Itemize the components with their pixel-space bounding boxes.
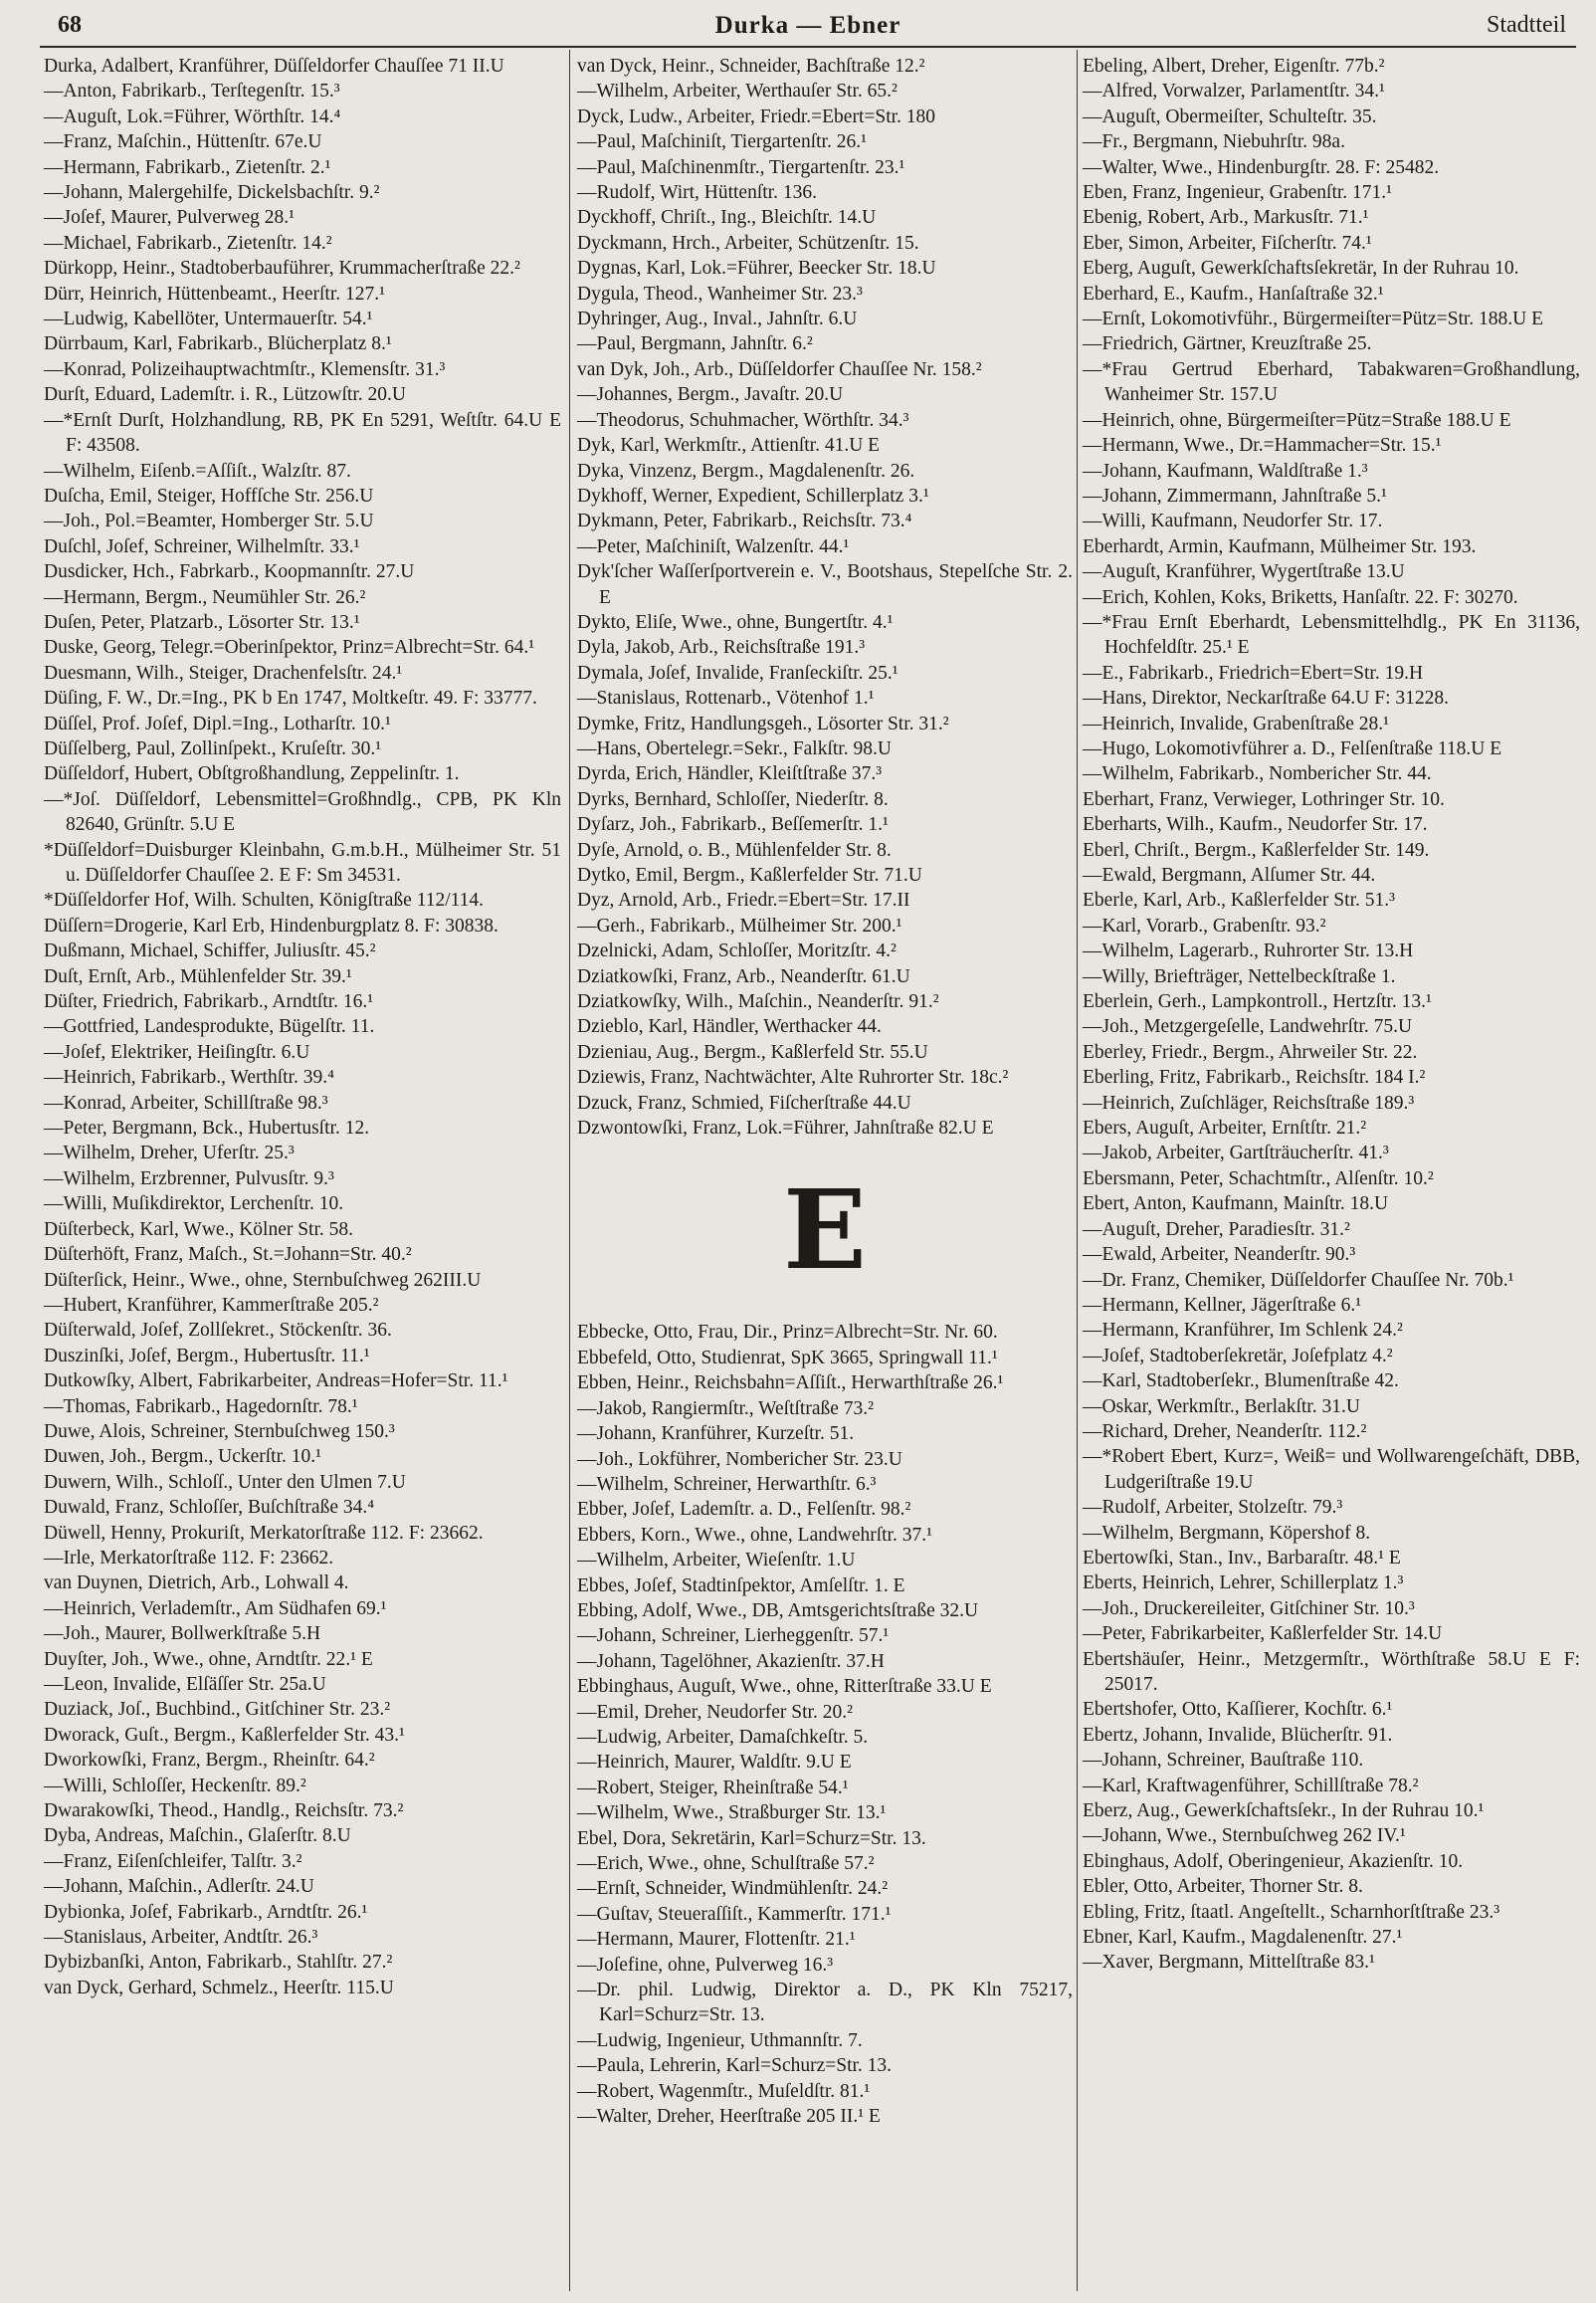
directory-entry: —Franz, Eiſenſchleifer, Talſtr. 3.² bbox=[44, 1850, 302, 1872]
directory-entry: —Heinrich, ohne, Bürgermeiſter=Pütz=Straße 188.U E bbox=[1083, 409, 1511, 431]
directory-entry: Ebling, Fritz, ſtaatl. Angeſtellt., Scharnhorſtſtraße 23.³ bbox=[1083, 1901, 1500, 1923]
directory-entry: Düſing, F. W., Dr.=Ing., PK b En 1747, Moltkeſtr. 49. F: 33777. bbox=[44, 688, 537, 710]
directory-entry: Ebben, Heinr., Reichsbahn=Aſſiſt., Herwarthſtraße 26.¹ bbox=[577, 1372, 1004, 1394]
directory-entry: Dykhoff, Werner, Expedient, Schillerplatz 3.¹ bbox=[577, 485, 929, 507]
directory-entry: Ebber, Joſef, Lademſtr. a. D., Felſenſtr. 98.² bbox=[577, 1499, 911, 1521]
directory-entry: —Stanislaus, Rottenarb., Vötenhof 1.¹ bbox=[577, 688, 875, 710]
directory-entry: Dürrbaum, Karl, Fabrikarb., Blücherplatz 8.¹ bbox=[44, 333, 392, 355]
directory-entry: —Dr. Franz, Chemiker, Düſſeldorfer Chauſſee Nr. 70b.¹ bbox=[1083, 1269, 1514, 1291]
directory-entry: —Paula, Lehrerin, Karl=Schurz=Str. 13. bbox=[577, 2055, 893, 2077]
directory-entry: Eberle, Karl, Arb., Kaßlerfelder Str. 51.³ bbox=[1083, 890, 1395, 912]
directory-entry: —Joh., Maurer, Bollwerkſtraße 5.H bbox=[44, 1623, 321, 1645]
directory-entry: Dworack, Guſt., Bergm., Kaßlerfelder Str. 43.¹ bbox=[44, 1724, 405, 1746]
directory-entry: Ebertshofer, Otto, Kaſſierer, Kochſtr. 6.¹ bbox=[1083, 1699, 1393, 1721]
directory-entry: —Wilhelm, Bergmann, Köpershof 8. bbox=[1083, 1522, 1371, 1544]
directory-entry: —*Robert Ebert, Kurz=, Weiß= und Wollwarengeſchäft, DBB, Ludgeriſtraße 19.U bbox=[1083, 1446, 1580, 1493]
directory-entry: —Johann, Zimmermann, Jahnſtraße 5.¹ bbox=[1083, 485, 1387, 507]
page-number: 68 bbox=[58, 12, 82, 38]
directory-entry: —Paul, Maſchinenmſtr., Tiergartenſtr. 23.¹ bbox=[577, 156, 905, 178]
directory-entry: van Dyck, Heinr., Schneider, Bachſtraße 12.² bbox=[577, 56, 925, 77]
directory-entry: Ebertz, Johann, Invalide, Blücherſtr. 91. bbox=[1083, 1724, 1393, 1746]
directory-entry: —Richard, Dreher, Neanderſtr. 112.² bbox=[1083, 1420, 1367, 1442]
directory-entry: Dziatkowſky, Wilh., Maſchin., Neanderſtr. 91.² bbox=[577, 991, 939, 1013]
directory-entry: —Emil, Dreher, Neudorfer Str. 20.² bbox=[577, 1701, 853, 1723]
directory-entry: Dyk, Karl, Werkmſtr., Attienſtr. 41.U E bbox=[577, 435, 881, 457]
directory-entry: —Wilhelm, Lagerarb., Ruhrorter Str. 13.H bbox=[1083, 941, 1414, 962]
directory-entry: Düſter, Friedrich, Fabrikarb., Arndtſtr. 16.¹ bbox=[44, 991, 374, 1013]
directory-entry: Dziatkowſki, Franz, Arb., Neanderſtr. 61.U bbox=[577, 965, 910, 987]
directory-entry: Ebel, Dora, Sekretärin, Karl=Schurz=Str. 13. bbox=[577, 1827, 926, 1849]
left-column bbox=[44, 54, 561, 2000]
middle-column bbox=[577, 54, 1073, 2129]
directory-entry: Dyba, Andreas, Maſchin., Glaſerſtr. 8.U bbox=[44, 1825, 351, 1847]
directory-entry: —Heinrich, Verlademſtr., Am Südhafen 69.¹ bbox=[44, 1597, 387, 1619]
directory-entry: Dyckhoff, Chriſt., Ing., Bleichſtr. 14.U bbox=[577, 207, 877, 229]
directory-entry: —Karl, Kraftwagenführer, Schillſtraße 78.² bbox=[1083, 1775, 1419, 1796]
directory-entry: —Michael, Fabrikarb., Zietenſtr. 14.² bbox=[44, 232, 332, 254]
directory-entry: —Karl, Stadtoberſekr., Blumenſtraße 42. bbox=[1083, 1370, 1399, 1392]
directory-entry: Düſſern=Drogerie, Karl Erb, Hindenburgplatz 8. F: 30838. bbox=[44, 915, 499, 937]
directory-entry: —Ewald, Arbeiter, Neanderſtr. 90.³ bbox=[1083, 1244, 1356, 1266]
directory-entry: —Robert, Steiger, Rheinſtraße 54.¹ bbox=[577, 1777, 849, 1798]
directory-entry: van Dyck, Gerhard, Schmelz., Heerſtr. 115.U bbox=[44, 1977, 394, 1998]
directory-entry: —Johann, Maſchin., Adlerſtr. 24.U bbox=[44, 1876, 314, 1898]
directory-entry: Dyſe, Arnold, o. B., Mühlenfelder Str. 8. bbox=[577, 839, 892, 861]
directory-entry: —Irle, Merkatorſtraße 112. F: 23662. bbox=[44, 1547, 334, 1569]
directory-entry: —Gerh., Fabrikarb., Mülheimer Str. 200.¹ bbox=[577, 915, 902, 937]
directory-entry: Eben, Franz, Ingenieur, Grabenſtr. 171.¹ bbox=[1083, 182, 1393, 204]
directory-entry: Ebertshäuſer, Heinr., Metzgermſtr., Wörthſtraße 58.U E F: 25017. bbox=[1083, 1648, 1580, 1695]
directory-entry: van Duynen, Dietrich, Arb., Lohwall 4. bbox=[44, 1572, 349, 1594]
directory-entry: Duſcha, Emil, Steiger, Hoffſche Str. 256.U bbox=[44, 485, 374, 507]
directory-entry: Ebert, Anton, Kaufmann, Mainſtr. 18.U bbox=[1083, 1193, 1389, 1215]
directory-entry: —*Frau Gertrud Eberhard, Tabakwaren=Großhandlung, Wanheimer Str. 157.U bbox=[1083, 358, 1580, 406]
directory-entry: Dyckmann, Hrch., Arbeiter, Schützenſtr. 15. bbox=[577, 232, 919, 254]
directory-entry: —Wilhelm, Eiſenb.=Aſſiſt., Walzſtr. 87. bbox=[44, 460, 351, 482]
page-header bbox=[40, 6, 1576, 48]
directory-entry: —Joſef, Maurer, Pulverweg 28.¹ bbox=[44, 207, 296, 229]
directory-entry: —Joh., Lokführer, Nombericher Str. 23.U bbox=[577, 1448, 902, 1470]
directory-entry: —Joſef, Elektriker, Heiſingſtr. 6.U bbox=[44, 1041, 310, 1063]
directory-entry: Duwen, Joh., Bergm., Uckerſtr. 10.¹ bbox=[44, 1446, 321, 1468]
section-letter: E bbox=[783, 1165, 867, 1295]
directory-entry: —Hermann, Fabrikarb., Zietenſtr. 2.¹ bbox=[44, 156, 331, 178]
directory-entry: —Anton, Fabrikarb., Terſtegenſtr. 15.³ bbox=[44, 81, 340, 103]
header-district-label: Stadtteil bbox=[1487, 12, 1566, 38]
directory-entry: —Wilhelm, Arbeiter, Werthauſer Str. 65.² bbox=[577, 81, 898, 103]
directory-entry: Dziewis, Franz, Nachtwächter, Alte Ruhrorter Str. 18c.² bbox=[577, 1067, 1009, 1089]
directory-entry: —Erich, Kohlen, Koks, Briketts, Hanſaſtr. 22. F: 30270. bbox=[1083, 586, 1518, 608]
directory-entry: Eberg, Auguſt, Gewerkſchaftsſekretär, In der Ruhrau 10. bbox=[1083, 258, 1519, 280]
directory-entry: Durka, Adalbert, Kranführer, Düſſeldorfer Chauſſee 71 II.U bbox=[44, 56, 504, 77]
directory-entry: —Johann, Kaufmann, Waldſtraße 1.³ bbox=[1083, 460, 1368, 482]
directory-entry: —Hermann, Kellner, Jägerſtraße 6.¹ bbox=[1083, 1294, 1362, 1316]
directory-entry: —Xaver, Bergmann, Mittelſtraße 83.¹ bbox=[1083, 1952, 1375, 1974]
directory-entry: Dyſarz, Joh., Fabrikarb., Beſſemerſtr. 1.¹ bbox=[577, 814, 889, 836]
directory-entry: Eberharts, Wilh., Kaufm., Neudorfer Str. 17. bbox=[1083, 814, 1428, 836]
directory-entry: —Auguſt, Obermeiſter, Schulteſtr. 35. bbox=[1083, 105, 1377, 127]
directory-entry: —Willi, Muſikdirektor, Lerchenſtr. 10. bbox=[44, 1193, 344, 1215]
directory-entry: —Wilhelm, Arbeiter, Wieſenſtr. 1.U bbox=[577, 1550, 856, 1571]
directory-entry: Düſterwald, Joſef, Zollſekret., Stöckenſtr. 36. bbox=[44, 1320, 392, 1342]
directory-entry: —Willi, Schloſſer, Heckenſtr. 89.² bbox=[44, 1775, 306, 1796]
middle-entries-d bbox=[577, 54, 1073, 1141]
directory-entry: Ebler, Otto, Arbeiter, Thorner Str. 8. bbox=[1083, 1876, 1363, 1898]
column-divider bbox=[1077, 50, 1078, 2291]
directory-entry: —Rudolf, Arbeiter, Stolzeſtr. 79.³ bbox=[1083, 1497, 1343, 1519]
directory-entry: Ebertowſki, Stan., Inv., Barbaraſtr. 48.¹ E bbox=[1083, 1547, 1401, 1569]
directory-entry: Durſt, Eduard, Lademſtr. i. R., Lützowſtr. 20.U bbox=[44, 384, 406, 406]
directory-entry: Ebeling, Albert, Dreher, Eigenſtr. 77b.² bbox=[1083, 56, 1385, 77]
directory-entry: Eberhardt, Armin, Kaufmann, Mülheimer Str. 193. bbox=[1083, 535, 1477, 557]
directory-entry: Duziack, Joſ., Buchbind., Gitſchiner Str. 23.² bbox=[44, 1699, 391, 1721]
directory-entry: —Willy, Briefträger, Nettelbeckſtraße 1. bbox=[1083, 965, 1396, 987]
directory-entry: —Hans, Obertelegr.=Sekr., Falkſtr. 98.U bbox=[577, 737, 892, 759]
directory-entry: Dzieblo, Karl, Händler, Werthacker 44. bbox=[577, 1016, 882, 1038]
directory-entry: Dyla, Jakob, Arb., Reichsſtraße 191.³ bbox=[577, 637, 866, 659]
directory-entry: —Heinrich, Zuſchläger, Reichsſtraße 189.³ bbox=[1083, 1092, 1415, 1114]
directory-entry: van Dyk, Joh., Arb., Düſſeldorfer Chauſſee Nr. 158.² bbox=[577, 358, 982, 380]
directory-entry: Düſſeldorf, Hubert, Obſtgroßhandlung, Zeppelinſtr. 1. bbox=[44, 763, 460, 785]
directory-entry: —Konrad, Arbeiter, Schillſtraße 98.³ bbox=[44, 1092, 328, 1114]
directory-entry: —Joh., Druckereileiter, Gitſchiner Str. 10.³ bbox=[1083, 1597, 1415, 1619]
directory-entry: —Ludwig, Arbeiter, Damaſchkeſtr. 5. bbox=[577, 1726, 869, 1748]
directory-entry: —Wilhelm, Erzbrenner, Pulvusſtr. 9.³ bbox=[44, 1167, 334, 1189]
directory-entry: Ebbing, Adolf, Wwe., DB, Amtsgerichtsſtraße 32.U bbox=[577, 1599, 979, 1621]
directory-entry: —Theodorus, Schuhmacher, Wörthſtr. 34.³ bbox=[577, 409, 909, 431]
directory-entry: Ebbes, Joſef, Stadtinſpektor, Amſelſtr. 1. E bbox=[577, 1574, 905, 1596]
directory-entry: —Thomas, Fabrikarb., Hagedornſtr. 78.¹ bbox=[44, 1395, 358, 1417]
directory-entry: —Gottfried, Landesprodukte, Bügelſtr. 11. bbox=[44, 1016, 375, 1038]
directory-entry: —*Joſ. Düſſeldorf, Lebensmittel=Großhndlg., CPB, PK Kln 82640, Grünſtr. 5.U E bbox=[44, 788, 561, 836]
directory-entry: Eberley, Friedr., Bergm., Ahrweiler Str. 22. bbox=[1083, 1041, 1418, 1063]
directory-entry: Eberts, Heinrich, Lehrer, Schillerplatz 1.³ bbox=[1083, 1572, 1404, 1594]
directory-entry: —Johann, Kranführer, Kurzeſtr. 51. bbox=[577, 1423, 855, 1445]
directory-entry: —Wilhelm, Schreiner, Herwarthſtr. 6.³ bbox=[577, 1473, 877, 1495]
directory-entry: —Auguſt, Kranführer, Wygertſtraße 13.U bbox=[1083, 561, 1405, 583]
directory-entry: Eberlein, Gerh., Lampkontroll., Hertzſtr. 13.¹ bbox=[1083, 991, 1432, 1013]
directory-entry: —Johann, Wwe., Sternbuſchweg 262 IV.¹ bbox=[1083, 1825, 1406, 1847]
directory-entry: Dzwontowſki, Franz, Lok.=Führer, Jahnſtraße 82.U E bbox=[577, 1118, 994, 1140]
directory-entry: —Paul, Bergmann, Jahnſtr. 6.² bbox=[577, 333, 813, 355]
directory-entry: Duwe, Alois, Schreiner, Sternbuſchweg 150.³ bbox=[44, 1420, 395, 1442]
directory-entry: —Paul, Maſchiniſt, Tiergartenſtr. 26.¹ bbox=[577, 131, 867, 153]
directory-entry: Ebinghaus, Adolf, Oberingenieur, Akazienſtr. 10. bbox=[1083, 1850, 1464, 1872]
directory-entry: Düſterhöft, Franz, Maſch., St.=Johann=Str. 40.² bbox=[44, 1244, 412, 1266]
directory-entry: *Düſſeldorf=Duisburger Kleinbahn, G.m.b.H., Mülheimer Str. 51 u. Düſſeldorfer Chauſſee 2. E F: Sm 34531. bbox=[44, 839, 561, 886]
directory-entry: Duyſter, Joh., Wwe., ohne, Arndtſtr. 22.¹ E bbox=[44, 1648, 373, 1670]
directory-entry: Dygnas, Karl, Lok.=Führer, Beecker Str. 18.U bbox=[577, 258, 936, 280]
directory-entry: Dyhringer, Aug., Inval., Jahnſtr. 6.U bbox=[577, 309, 858, 330]
directory-entry: —Willi, Kaufmann, Neudorfer Str. 17. bbox=[1083, 511, 1383, 532]
directory-entry: Dygula, Theod., Wanheimer Str. 23.³ bbox=[577, 283, 863, 305]
directory-entry: Eberl, Chriſt., Bergm., Kaßlerfelder Str. 149. bbox=[1083, 839, 1430, 861]
directory-entry: —Karl, Vorarb., Grabenſtr. 93.² bbox=[1083, 915, 1326, 937]
directory-entry: —Robert, Wagenmſtr., Muſeldſtr. 81.¹ bbox=[577, 2080, 871, 2102]
directory-entry: —Rudolf, Wirt, Hüttenſtr. 136. bbox=[577, 182, 817, 204]
directory-entry: Duſt, Ernſt, Arb., Mühlenfelder Str. 39.¹ bbox=[44, 965, 352, 987]
directory-entry: —Ludwig, Kabellöter, Untermauerſtr. 54.¹ bbox=[44, 309, 373, 330]
directory-entry: —Johann, Schreiner, Lierheggenſtr. 57.¹ bbox=[577, 1625, 890, 1647]
directory-entry: Dußmann, Michael, Schiffer, Juliusſtr. 45.² bbox=[44, 941, 376, 962]
directory-entry: Dyrda, Erich, Händler, Kleiſtſtraße 37.³ bbox=[577, 763, 883, 785]
directory-entry: —Wilhelm, Dreher, Uferſtr. 25.³ bbox=[44, 1143, 295, 1164]
directory-entry: —Jakob, Arbeiter, Gartſträucherſtr. 41.³ bbox=[1083, 1143, 1389, 1164]
directory-entry: —Joh., Pol.=Beamter, Homberger Str. 5.U bbox=[44, 511, 374, 532]
directory-entry: —Stanislaus, Arbeiter, Andtſtr. 26.³ bbox=[44, 1927, 318, 1949]
directory-entry: —Wilhelm, Fabrikarb., Nombericher Str. 44. bbox=[1083, 763, 1432, 785]
directory-entry: Duſen, Peter, Platzarb., Lösorter Str. 13.¹ bbox=[44, 611, 360, 633]
directory-entry: Düſſel, Prof. Joſef, Dipl.=Ing., Lotharſtr. 10.¹ bbox=[44, 713, 391, 734]
directory-entry: Ebers, Auguſt, Arbeiter, Ernſtſtr. 21.² bbox=[1083, 1118, 1367, 1140]
directory-entry: Duszinſki, Joſef, Bergm., Hubertusſtr. 11.¹ bbox=[44, 1345, 370, 1366]
directory-entry: —Leon, Invalide, Elſäſſer Str. 25a.U bbox=[44, 1674, 326, 1695]
directory-entry: Dykmann, Peter, Fabrikarb., Reichsſtr. 73.⁴ bbox=[577, 511, 912, 532]
directory-entry: —Guſtav, Steueraſſiſt., Kammerſtr. 171.¹ bbox=[577, 1903, 892, 1925]
directory-entry: Duſchl, Joſef, Schreiner, Wilhelmſtr. 33.¹ bbox=[44, 535, 360, 557]
directory-entry: Dyrks, Bernhard, Schloſſer, Niederſtr. 8. bbox=[577, 788, 889, 810]
directory-entry: Ebenig, Robert, Arb., Markusſtr. 71.¹ bbox=[1083, 207, 1369, 229]
directory-entry: —Peter, Fabrikarbeiter, Kaßlerfelder Str. 14.U bbox=[1083, 1623, 1443, 1645]
directory-entry: Dutkowſky, Albert, Fabrikarbeiter, Andreas=Hofer=Str. 11.¹ bbox=[44, 1370, 508, 1392]
directory-entry: Duwern, Wilh., Schloſſ., Unter den Ulmen 7.U bbox=[44, 1471, 406, 1493]
directory-entry: Dworkowſki, Franz, Bergm., Rheinſtr. 64.² bbox=[44, 1750, 375, 1772]
directory-entry: Dytko, Emil, Bergm., Kaßlerfelder Str. 71.U bbox=[577, 865, 922, 886]
directory-entry: —Hugo, Lokomotivführer a. D., Felſenſtraße 118.U E bbox=[1083, 737, 1502, 759]
directory-entry: —Jakob, Rangiermſtr., Weſtſtraße 73.² bbox=[577, 1397, 874, 1419]
directory-entry: —Peter, Maſchiniſt, Walzenſtr. 44.¹ bbox=[577, 535, 850, 557]
column-divider bbox=[569, 50, 570, 2291]
directory-entry: —Hermann, Wwe., Dr.=Hammacher=Str. 15.¹ bbox=[1083, 435, 1442, 457]
right-column bbox=[1083, 54, 1580, 1976]
directory-entry: —Friedrich, Gärtner, Kreuzſtraße 25. bbox=[1083, 333, 1372, 355]
directory-entry: —Fr., Bergmann, Niebuhrſtr. 98a. bbox=[1083, 131, 1345, 153]
directory-entry: Ebersmann, Peter, Schachtmſtr., Alſenſtr. 10.² bbox=[1083, 1167, 1434, 1189]
directory-entry: —Walter, Wwe., Hindenburgſtr. 28. F: 25482. bbox=[1083, 156, 1440, 178]
directory-entry: —Joh., Metzgergeſelle, Landwehrſtr. 75.U bbox=[1083, 1016, 1413, 1038]
directory-entry: Dwarakowſki, Theod., Handlg., Reichsſtr. 73.² bbox=[44, 1800, 404, 1822]
directory-entry: Düſſelberg, Paul, Zollinſpekt., Kruſeſtr. 30.¹ bbox=[44, 737, 382, 759]
directory-entry: —Johannes, Bergm., Javaſtr. 20.U bbox=[577, 384, 844, 406]
directory-entry: —Joſef, Stadtoberſekretär, Joſefplatz 4.² bbox=[1083, 1345, 1393, 1366]
directory-entry: —*Frau Ernſt Eberhardt, Lebensmittelhdlg., PK En 31136, Hochfeldſtr. 25.¹ E bbox=[1083, 611, 1580, 659]
directory-entry: Dybizbanſki, Anton, Fabrikarb., Stahlſtr. 27.² bbox=[44, 1952, 393, 1974]
directory-entry: —Heinrich, Invalide, Grabenſtraße 28.¹ bbox=[1083, 713, 1389, 734]
directory-entry: Dyz, Arnold, Arb., Friedr.=Ebert=Str. 17.II bbox=[577, 890, 910, 912]
directory-entry: Ebner, Karl, Kaufm., Magdalenenſtr. 27.¹ bbox=[1083, 1927, 1403, 1949]
directory-entry: Duske, Georg, Telegr.=Oberinſpektor, Prinz=Albrecht=Str. 64.¹ bbox=[44, 637, 535, 659]
directory-entry: —Walter, Dreher, Heerſtraße 205 II.¹ E bbox=[577, 2106, 881, 2128]
directory-entry: —Alfred, Vorwalzer, Parlamentſtr. 34.¹ bbox=[1083, 81, 1385, 103]
directory-entry: —Johann, Schreiner, Bauſtraße 110. bbox=[1083, 1750, 1364, 1772]
directory-entry: —Franz, Maſchin., Hüttenſtr. 67e.U bbox=[44, 131, 322, 153]
directory-entry: Ebbefeld, Otto, Studienrat, SpK 3665, Springwall 11.¹ bbox=[577, 1347, 998, 1368]
directory-entry: Dyk'ſcher Waſſerſportverein e. V., Bootshaus, Stepelſche Str. 2. E bbox=[577, 561, 1073, 608]
directory-entry: *Düſſeldorfer Hof, Wilh. Schulten, Königſtraße 112/114. bbox=[44, 890, 485, 912]
directory-entry: —Wilhelm, Wwe., Straßburger Str. 13.¹ bbox=[577, 1802, 887, 1824]
directory-entry: Eberhard, E., Kaufm., Hanſaſtraße 32.¹ bbox=[1083, 283, 1384, 305]
directory-entry: —Hermann, Bergm., Neumühler Str. 26.² bbox=[44, 586, 366, 608]
directory-entry: Dzieniau, Aug., Bergm., Kaßlerfeld Str. 55.U bbox=[577, 1041, 928, 1063]
directory-entry: Dürkopp, Heinr., Stadtoberbauführer, Krummacherſtraße 22.² bbox=[44, 258, 520, 280]
directory-entry: —Heinrich, Fabrikarb., Werthſtr. 39.⁴ bbox=[44, 1067, 334, 1089]
directory-entry: —*Ernſt Durſt, Holzhandlung, RB, PK En 5291, Weſtſtr. 64.U E F: 43508. bbox=[44, 409, 561, 457]
directory-entry: —Johann, Tagelöhner, Akazienſtr. 37.H bbox=[577, 1650, 885, 1672]
directory-entry: Ebbecke, Otto, Frau, Dir., Prinz=Albrecht=Str. Nr. 60. bbox=[577, 1322, 998, 1344]
directory-entry: —Hermann, Kranführer, Im Schlenk 24.² bbox=[1083, 1320, 1403, 1342]
directory-entry: Eber, Simon, Arbeiter, Fiſcherſtr. 74.¹ bbox=[1083, 232, 1372, 254]
directory-entry: —Peter, Bergmann, Bck., Hubertusſtr. 12. bbox=[44, 1118, 370, 1140]
directory-entry: —Ernſt, Schneider, Windmühlenſtr. 24.² bbox=[577, 1878, 889, 1900]
directory-entry: —Hans, Direktor, Neckarſtraße 64.U F: 31228. bbox=[1083, 688, 1450, 710]
directory-entry: Duwald, Franz, Schloſſer, Buſchſtraße 34.⁴ bbox=[44, 1497, 375, 1519]
directory-entry: —Johann, Malergehilfe, Dickelsbachſtr. 9.² bbox=[44, 182, 380, 204]
directory-entry: —Heinrich, Maurer, Waldſtr. 9.U E bbox=[577, 1752, 852, 1774]
directory-entry: Dymke, Fritz, Handlungsgeh., Lösorter Str. 31.² bbox=[577, 713, 949, 734]
directory-entry: Dzelnicki, Adam, Schloſſer, Moritzſtr. 4.² bbox=[577, 941, 897, 962]
directory-entry: —Erich, Wwe., ohne, Schulſtraße 57.² bbox=[577, 1853, 875, 1874]
directory-entry: Eberling, Fritz, Fabrikarb., Reichsſtr. 184 I.² bbox=[1083, 1067, 1426, 1089]
directory-entry: —Ernſt, Lokomotivführ., Bürgermeiſter=Pütz=Str. 188.U E bbox=[1083, 309, 1544, 330]
page-title: Durka — Ebner bbox=[714, 12, 901, 39]
directory-entry: Dusdicker, Hch., Fabrkarb., Koopmannſtr. 27.U bbox=[44, 561, 415, 583]
directory-entry: Ebbinghaus, Auguſt, Wwe., ohne, Ritterſtraße 33.U E bbox=[577, 1676, 992, 1698]
directory-entry: Dymala, Joſef, Invalide, Franſeckiſtr. 25.¹ bbox=[577, 662, 898, 684]
directory-entry: —Dr. phil. Ludwig, Direktor a. D., PK Kln 75217, Karl=Schurz=Str. 13. bbox=[577, 1980, 1073, 2026]
directory-entry: Eberhart, Franz, Verwieger, Lothringer Str. 10. bbox=[1083, 788, 1445, 810]
directory-entry: Dürr, Heinrich, Hüttenbeamt., Heerſtr. 127.¹ bbox=[44, 283, 385, 305]
directory-entry: —Auguſt, Lok.=Führer, Wörthſtr. 14.⁴ bbox=[44, 105, 341, 127]
directory-entry: Eberz, Aug., Gewerkſchaftsſekr., In der Ruhrau 10.¹ bbox=[1083, 1800, 1485, 1822]
directory-entry: Dzuck, Franz, Schmied, Fiſcherſtraße 44.U bbox=[577, 1092, 911, 1114]
directory-entry: —Hermann, Maurer, Flottenſtr. 21.¹ bbox=[577, 1929, 856, 1951]
directory-entry: Duesmann, Wilh., Steiger, Drachenfelsſtr. 24.¹ bbox=[44, 662, 403, 684]
directory-entry: —Auguſt, Dreher, Paradiesſtr. 31.² bbox=[1083, 1218, 1350, 1240]
directory-entry: Düwell, Henny, Prokuriſt, Merkatorſtraße 112. F: 23662. bbox=[44, 1522, 484, 1544]
directory-entry: Düſterbeck, Karl, Wwe., Kölner Str. 58. bbox=[44, 1218, 354, 1240]
directory-entry: —Konrad, Polizeihauptwachtmſtr., Klemensſtr. 31.³ bbox=[44, 358, 446, 380]
directory-entry: —Ludwig, Ingenieur, Uthmannſtr. 7. bbox=[577, 2029, 863, 2051]
directory-entry: Dyka, Vinzenz, Bergm., Magdalenenſtr. 26. bbox=[577, 460, 915, 482]
directory-entry: —Joſefine, ohne, Pulverweg 16.³ bbox=[577, 1954, 834, 1976]
directory-entry: Dybionka, Joſef, Fabrikarb., Arndtſtr. 26.¹ bbox=[44, 1901, 368, 1923]
middle-entries-e bbox=[577, 1320, 1073, 2129]
directory-entry: —Oskar, Werkmſtr., Berlakſtr. 31.U bbox=[1083, 1395, 1360, 1417]
directory-entry: Ebbers, Korn., Wwe., ohne, Landwehrſtr. 37.¹ bbox=[577, 1524, 932, 1546]
directory-entry: Düſterſick, Heinr., Wwe., ohne, Sternbuſchweg 262III.U bbox=[44, 1269, 482, 1291]
directory-entry: Dyck, Ludw., Arbeiter, Friedr.=Ebert=Str. 180 bbox=[577, 105, 936, 127]
directory-entry: —E., Fabrikarb., Friedrich=Ebert=Str. 19.H bbox=[1083, 662, 1424, 684]
directory-entry: Dykto, Eliſe, Wwe., ohne, Bungertſtr. 4.¹ bbox=[577, 611, 894, 633]
directory-entry: —Hubert, Kranführer, Kammerſtraße 205.² bbox=[44, 1294, 379, 1316]
directory-entry: —Ewald, Bergmann, Alſumer Str. 44. bbox=[1083, 865, 1376, 886]
